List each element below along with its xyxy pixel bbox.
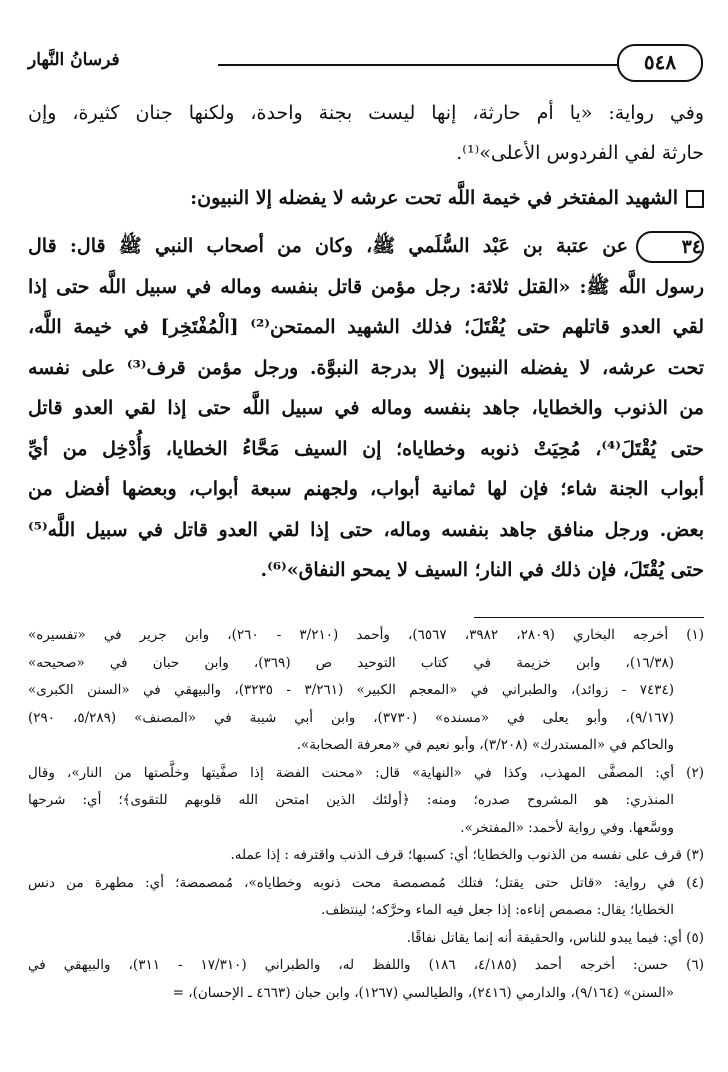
footnote-3	[28, 842, 704, 870]
hadith-first-line-text: عن عتبة بن عَبْد السُّلَمي ﷺ، وكان من أصحاب النبي ﷺ قال: قال	[28, 235, 628, 257]
running-title: فرسانُ النَّهار	[28, 50, 120, 70]
footnote-line: (١٦/٣٨)، وابن خزيمة في كتاب التوحيد ص (٣٦٩)، وابن حبان في «صحيحه»	[28, 654, 674, 671]
footnote-line: ووسَّعها. وفي رواية لأحمد: «المفتخر».	[460, 819, 674, 836]
hadith-first-line	[28, 226, 704, 267]
footnote-separator	[474, 617, 704, 618]
hadith-line: أبواب الجنة شاء؛ فإن لها ثمانية أبواب، ولجهنم سبعة أبواب، وبعضها أفضل من	[28, 478, 704, 500]
intro-line: وفي رواية: «يا أم حارثة، إنها ليست بجنة واحدة، ولكنها جنان كثيرة، وإن	[28, 102, 704, 124]
footnote-line: «السنن» (٩/١٦٤)، والدارمي (٢٤١٦)، والطيالسي (١٢٦٧)، وابن حبان (٤٦٦٣ ـ الإحسان)، =	[172, 984, 674, 1001]
hadith-paragraph	[28, 226, 704, 591]
hadith-line: من الذنوب والخطايا، جاهد بنفسه وماله في سبيل اللَّه حتى إذا لقي العدو قاتل	[28, 397, 704, 419]
footnote-line: (٢) أي: المصفَّى المهذب، وكذا في «النهاية» قال: «محنت الفضة إذا صفَّيتها وخلَّصتها من النار»، وقال	[28, 764, 704, 781]
footnote-4	[28, 870, 704, 925]
hadith-line: حتى يُقْتَلَ⁽⁴⁾، مُحِيَتْ ذنوبه وخطاياه؛ إن السيف مَحَّاءُ الخطايا، وَأُدْخِل من أيِّ	[28, 437, 704, 460]
hadith-line: لقي العدو قاتلهم حتى يُقْتَلَ؛ فذلك الشهيد الممتحن⁽²⁾ [الْمُفْتَخِر] في خيمة اللَّه،	[28, 316, 704, 338]
footnote-line: (٥) أي: فيما يبدو للناس، والحقيقة أنه إنما يقاتل نفاقًا.	[406, 929, 704, 946]
hadith-line: بعض. ورجل منافق جاهد بنفسه وماله، حتى إذا لقي العدو قاتل في سبيل اللَّه⁽⁵⁾	[28, 518, 704, 541]
footnote-1	[28, 622, 704, 760]
header-rule	[218, 64, 618, 66]
intro-paragraph	[28, 93, 704, 173]
hadith-line: رسول اللَّه ﷺ: «القتل ثلاثة: رجل مؤمن قاتل بنفسه وماله في سبيل اللَّه حتى إذا	[28, 275, 704, 298]
page-header	[28, 42, 703, 86]
hadith-line: حتى يُقْتَلَ، فإن ذلك في النار؛ السيف لا يمحو النفاق»⁽⁶⁾.	[260, 559, 704, 581]
footnote-5	[28, 925, 704, 953]
footnote-6	[28, 952, 704, 1007]
footnote-line: (٩/١٦٧)، وأبو يعلى في «مسنده» (٣٧٣٠)، وابن أبي شيبة في «المصنف» (٥/٢٨٩، ٢٩٠)	[28, 709, 674, 726]
intro-line: حارثة لفي الفردوس الأعلى»⁽¹⁾.	[456, 142, 704, 164]
hadith-line: تحت عرشه، لا يفضله النبيون إلا بدرجة النبوَّة. ورجل مؤمن قرف⁽³⁾ على نفسه	[28, 356, 704, 379]
footnote-line: المنذري: هو المشروح صدره؛ ومنه: ﴿أولئك الذين امتحن الله قلوبهم للتقوى﴾؛ أي: شرحها	[28, 792, 674, 808]
page-number-badge: ٥٤٨	[617, 44, 703, 82]
footnote-line: (٤) في رواية: «قاتل حتى يقتل؛ فتلك مُمصمصة محت ذنوبه وخطاياه»، مُمصمصة؛ أي: مطهرة من دنس	[28, 874, 704, 891]
hadith-number-badge: ٣٤	[636, 231, 704, 263]
footnote-line: (٣) قرف على نفسه من الذنوب والخطايا؛ أي: كسبها؛ قرف الذنب واقترفه : إذا عمله.	[230, 847, 704, 863]
footnote-line: (١) أخرجه البخاري (٢٨٠٩، ٣٩٨٢، ٦٥٦٧)، وأحمد (٣/٢١٠ - ٢٦٠)، وابن جرير في «تفسيره»	[28, 627, 704, 643]
footnotes	[28, 622, 704, 1007]
footnote-line: (٦) حسن: أخرجه أحمد (٤/١٨٥، ١٨٦) واللفظ له، والطبراني (١٧/٣١٠ - ٣١١)، والبيهقي في	[28, 957, 704, 973]
footnote-2	[28, 760, 704, 843]
footnote-line: الخطايا؛ يقال: مصمص إناءه: إذا جعل فيه الماء وحرَّكه؛ لينتظف.	[321, 902, 674, 918]
footnote-line: والحاكم في «المستدرك» (٣/٢٠٨)، وأبو نعيم في «معرفة الصحابة».	[296, 737, 674, 753]
section-heading	[28, 180, 704, 216]
footnote-line: (٧٤٣٤ - زوائد)، والطبراني في «المعجم الكبير» (٣/٢٦١ - ٣٢٣٥)، والبيهقي في «السنن الكبرى»	[28, 682, 674, 698]
square-bullet-icon	[686, 190, 704, 208]
section-heading-text: الشهيد المفتخر في خيمة اللَّه تحت عرشه لا يفضله إلا النبيون:	[190, 187, 678, 209]
